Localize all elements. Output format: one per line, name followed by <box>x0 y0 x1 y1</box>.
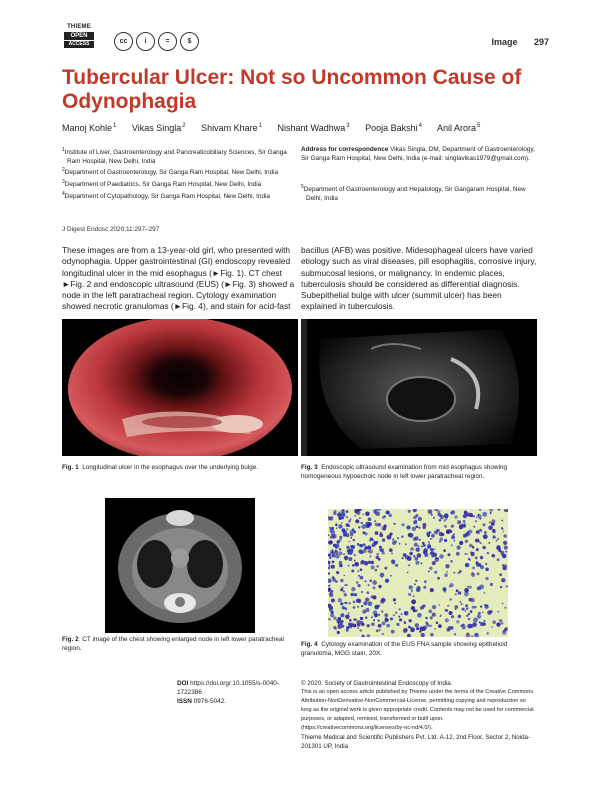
author-list <box>62 123 542 133</box>
publisher-address: Thieme Medical and Scientific Publishers Pvt. Ltd. A-12, 2nd Floor, Sector 2, Noida-201301 UP, India <box>301 734 531 750</box>
author: Pooja Bakshi$^4$ <box>365 123 422 133</box>
figure-1-endoscopy-image <box>62 319 298 456</box>
author: Anil Arora$^5$ <box>437 123 481 133</box>
journal-citation: J Digest Endosc 2020;11:297–297 <box>62 226 160 233</box>
doi-block: DOI https://doi.org/ 10.1055/s-0040-1722386 ISSN 0976-5042. <box>177 680 279 705</box>
license-text: This is an open access article published by Thieme under the terms of the Creative Commons Attribution-NonDerivative-NonCommercial-License, permitting copying and reproduction so long as the original work is given appropriate credit. Contents may not be used for commercial purposes, or adapted, remixed, transformed or built upon. (https://creativecommons.org/licenses/by-nc-nd/4.0/). <box>301 689 534 731</box>
nd-icon: = <box>158 32 177 51</box>
author: Nishant Wadhwa$^3$ <box>277 123 350 133</box>
nc-icon: $ <box>180 32 199 51</box>
article-title: Tubercular Ulcer: Not so Uncommon Cause of Odynophagia <box>62 66 522 113</box>
page-number: 297 <box>533 37 549 47</box>
running-header <box>491 37 549 47</box>
figure-4-caption: Fig. 4 Cytology examination of the EUS FNA sample showing epithelioid granuloma, MGG stain, 20X. <box>301 641 508 657</box>
figure-4-cytology-image <box>328 509 508 637</box>
section-label: Image <box>491 37 518 47</box>
author: Vikas Singla$^2$ <box>131 123 186 133</box>
affiliation: $^1$Institute of Liver, Gastroenterology and Pancreaticobiliary Sciences, Sir Ganga Ram Hospital, New Delhi, India <box>62 147 287 165</box>
figure-3-eus-image <box>301 319 537 456</box>
cc-icon: cc <box>114 32 133 51</box>
correspondence-text: Vikas Singla, DM, Department of Gastroenterology, Sir Ganga Ram Hospital, New Delhi, India (e-mail: singlavikas1979@gmail.com). <box>301 146 535 162</box>
affiliations <box>62 146 298 201</box>
affiliation: $^5$Department of Gastroenterology and Hepatology, Sir Gangaram Hospital, New Delhi, India <box>301 184 526 202</box>
license-block <box>301 679 537 751</box>
author: Manoj Kohle$^1$ <box>62 123 117 133</box>
body-text-right: bacillus (AFB) was positive. Midesophageal ulcers have varied etiology such as viral diseases, pill esophagitis, corrosive injury, submucosal lesions, or malignancy. In endemic places, tuberculosis should be considered as differential diagnosis. Subepithelial bulge with ulcer (summit ulcer) has been explained in tuberculosis. <box>301 245 537 312</box>
doi-link[interactable]: https://doi.org/ 10.1055/s-0040-1722386 <box>177 680 279 696</box>
correspondence <box>301 146 537 204</box>
figure-1-caption: Fig. 1 Longitudinal ulcer in the esophagus over the underlying bulge. <box>62 464 259 471</box>
body-text-left: These images are from a 13-year-old girl, who presented with odynophagia. Upper gastrointestinal (GI) endoscopy revealed longitudinal ulcer in the mid esophagus (►Fig. 1). CT chest ►Fig. 2 and endoscopic ultrasound (EUS) (►Fig. 3) showed a node in the left paratracheal region. Cytology examination showed necrotic granulomas (►Fig. 4), and stain for acid-fast <box>62 245 295 312</box>
creative-commons-icons <box>114 32 199 51</box>
figure-3-caption: Fig. 3 Endoscopic ultrasound examination from mid esophagus showing homogeneous hypoechoic node in left lower paratracheal region. <box>301 464 508 480</box>
affiliation: $^3$Department of Paediatrics, Sir Ganga Ram Hospital, New Delhi, India <box>62 179 262 189</box>
figure-2-caption: Fig. 2 CT image of the chest showing enlarged node in left lower paratracheal region. <box>62 636 284 652</box>
author: Shivam Khare$^1$ <box>201 123 263 133</box>
by-icon: i <box>136 32 155 51</box>
copyright: © 2020. Society of Gastrointestinal Endoscopy of India. <box>301 680 453 687</box>
thieme-open-access-logo: THIEME OPEN ACCESS <box>64 24 94 50</box>
affiliation: $^4$Department of Cytopathology, Sir Ganga Ram Hospital, New Delhi, India <box>62 190 270 200</box>
correspondence-label: Address for correspondence <box>301 146 389 153</box>
affiliation: $^2$Department of Gastroenterology, Sir Ganga Ram Hospital, New Delhi, India <box>62 167 279 177</box>
figure-2-ct-image <box>105 498 255 633</box>
